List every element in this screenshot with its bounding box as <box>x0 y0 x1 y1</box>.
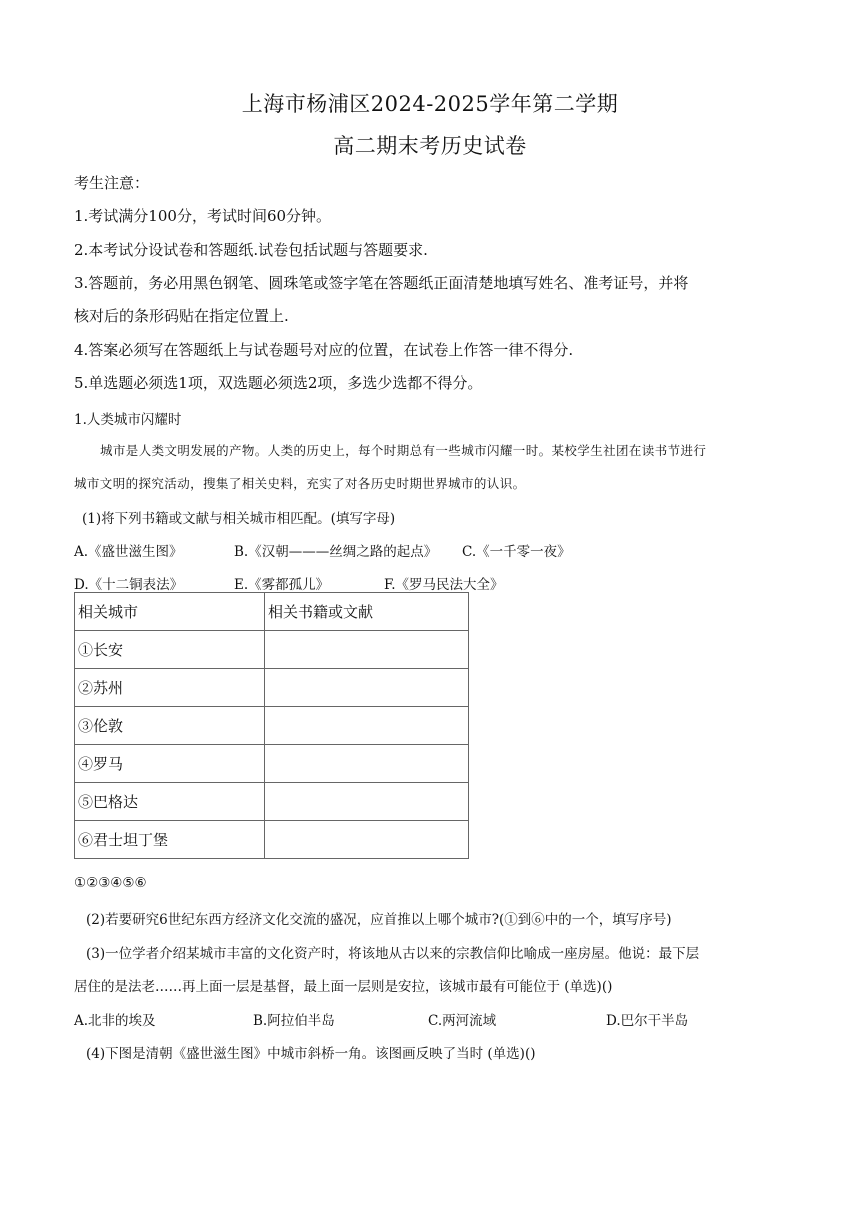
subquestion-4: (4)下图是清朝《盛世滋生图》中城市斜桥一角。该图画反映了当时 (单选)() <box>86 1046 536 1062</box>
table-row <box>75 821 469 859</box>
city-cell: ②苏州 <box>75 669 265 707</box>
option-d: D.《十二铜表法》 <box>74 577 184 593</box>
intro-paragraph-line2: 城市文明的探究活动，搜集了相关史料，充实了对各历史时期世界城市的认识。 <box>74 476 526 491</box>
answer-marks: ①②③④⑤⑥ <box>74 875 147 891</box>
city-cell: ④罗马 <box>75 745 265 783</box>
table-row <box>75 669 469 707</box>
choice-a: A.北非的埃及 <box>74 1013 156 1029</box>
answer-cell[interactable] <box>265 707 469 745</box>
table-header-cell: 相关城市 <box>75 593 265 631</box>
table-header-row <box>75 593 469 631</box>
subquestion-3-line2: 居住的是法老……再上面一层是基督，最上面一层则是安拉，该城市最有可能位于 (单选)() <box>74 979 613 995</box>
answer-cell[interactable] <box>265 783 469 821</box>
subquestion-1: (1)将下列书籍或文献与相关城市相匹配。(填写字母) <box>82 511 396 527</box>
notice-item: 5.单选题必须选1项，双选题必须选2项，多选少选都不得分。 <box>74 374 483 392</box>
table-header-cell: 相关书籍或文献 <box>265 593 469 631</box>
option-f: F.《罗马民法大全》 <box>384 577 504 593</box>
city-cell: ⑥君士坦丁堡 <box>75 821 265 859</box>
option-b: B.《汉朝———丝绸之路的起点》 <box>234 544 438 560</box>
notice-item: 核对后的条形码贴在指定位置上. <box>74 307 289 325</box>
option-e: E.《雾都孤儿》 <box>234 577 330 593</box>
notice-item: 4.答案必须写在答题纸上与试卷题号对应的位置，在试卷上作答一律不得分. <box>74 341 574 359</box>
table-row <box>75 783 469 821</box>
choice-c: C.两河流域 <box>428 1013 497 1029</box>
city-cell: ③伦敦 <box>75 707 265 745</box>
answer-cell[interactable] <box>265 821 469 859</box>
answer-cell[interactable] <box>265 745 469 783</box>
page-title-line2: 高二期末考历史试卷 <box>333 134 527 158</box>
subquestion-2: (2)若要研究6世纪东西方经济文化交流的盛况，应首推以上哪个城市?(①到⑥中的一个，填写序号) <box>86 912 672 928</box>
matching-table <box>74 592 469 859</box>
notice-item: 2.本考试分设试卷和答题纸.试卷包括试题与答题要求. <box>74 241 428 259</box>
intro-paragraph-line1: 城市是人类文明发展的产物。人类的历史上，每个时期总有一些城市闪耀一时。某校学生社团在读书节进行 <box>100 443 707 458</box>
choice-b: B.阿拉伯半岛 <box>253 1013 335 1029</box>
city-cell: ①长安 <box>75 631 265 669</box>
subquestion-3-line1: (3)一位学者介绍某城市丰富的文化资产时，将该地从古以来的宗教信仰比喻成一座房屋。他说：最下层 <box>86 946 700 962</box>
table-row <box>75 631 469 669</box>
notice-item: 3.答题前，务必用黑色钢笔、圆珠笔或签字笔在答题纸正面清楚地填写姓名、准考证号，并将 <box>74 274 689 292</box>
notice-heading: 考生注意： <box>74 174 150 192</box>
option-c: C.《一千零一夜》 <box>462 544 571 560</box>
answer-cell[interactable] <box>265 669 469 707</box>
table-row <box>75 745 469 783</box>
city-cell: ⑤巴格达 <box>75 783 265 821</box>
notice-item: 1.考试满分100分，考试时间60分钟。 <box>74 207 332 225</box>
table-row <box>75 707 469 745</box>
question-heading: 1.人类城市闪耀时 <box>74 412 182 428</box>
answer-cell[interactable] <box>265 631 469 669</box>
page-title-line1: 上海市杨浦区2024-2025学年第二学期 <box>241 92 619 116</box>
choice-d: D.巴尔干半岛 <box>606 1013 689 1029</box>
option-a: A.《盛世滋生图》 <box>74 544 183 560</box>
